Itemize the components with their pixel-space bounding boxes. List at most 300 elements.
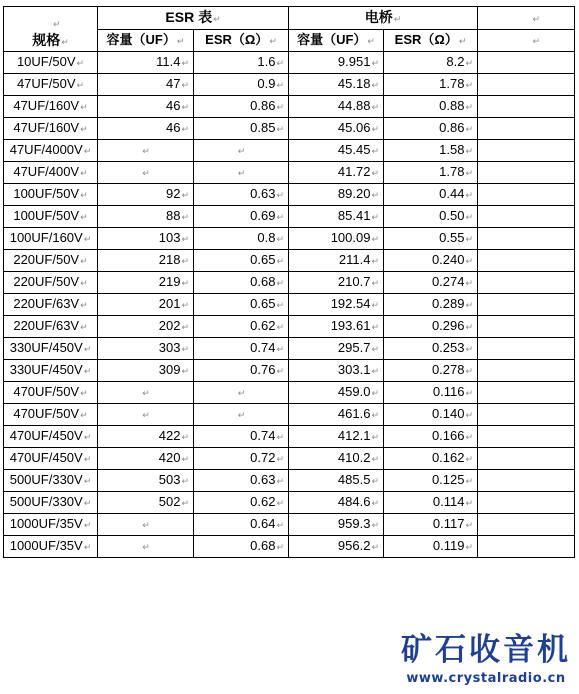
spec-cell — [4, 294, 98, 316]
paragraph-mark-icon: ↵ — [532, 13, 541, 24]
bridge-capacitance-cell — [289, 338, 384, 360]
bridge-esr-cell — [384, 360, 478, 382]
table-row — [4, 206, 575, 228]
paragraph-mark-icon: ↵ — [80, 212, 88, 222]
paragraph-mark-icon: ↵ — [83, 476, 92, 486]
paragraph-mark-icon: ↵ — [371, 300, 380, 310]
bridge-capacitance-cell — [289, 96, 384, 118]
bridge-esr-cell — [384, 426, 478, 448]
paragraph-mark-icon: ↵ — [181, 454, 189, 464]
bridge-esr-cell-value: 0.125 — [431, 472, 465, 487]
bridge-capacitance-cell — [289, 360, 384, 382]
meter-esr-cell-value: 0.63 — [250, 472, 276, 487]
meter-esr-cell-value: 0.68 — [250, 274, 276, 289]
meter-esr-cell — [194, 294, 289, 316]
spec-cell-value: 470UF/50V — [13, 384, 80, 399]
paragraph-mark-icon: ↵ — [237, 146, 246, 156]
paragraph-mark-icon: ↵ — [61, 37, 69, 47]
spec-cell-value: 1000UF/35V — [9, 516, 83, 531]
paragraph-mark-icon: ↵ — [83, 498, 92, 508]
paragraph-mark-icon: ↵ — [371, 322, 380, 332]
paragraph-mark-icon: ↵ — [181, 278, 189, 288]
paragraph-mark-icon: ↵ — [371, 146, 380, 156]
paragraph-mark-icon: ↵ — [371, 520, 380, 530]
paragraph-mark-icon: ↵ — [176, 36, 185, 46]
bridge-esr-cell-value: 0.274 — [431, 274, 465, 289]
esr-ohm-label: ESR（Ω） — [205, 32, 269, 47]
bridge-capacitance-cell — [289, 492, 384, 514]
bridge-esr-cell — [384, 140, 478, 162]
table-row — [4, 294, 575, 316]
table-row — [4, 250, 575, 272]
bridge-esr-cell-value: 1.78 — [439, 76, 465, 91]
meter-capacitance-cell — [98, 118, 194, 140]
spec-cell — [4, 96, 98, 118]
meter-capacitance-cell-value: 47 — [165, 76, 181, 91]
bridge-capacitance-cell — [289, 382, 384, 404]
paragraph-mark-icon: ↵ — [371, 388, 380, 398]
meter-esr-cell-value: 0.86 — [250, 98, 276, 113]
meter-esr-cell-value: 0.68 — [250, 538, 276, 553]
extra-column-cell — [478, 536, 575, 558]
extra-column-cell — [478, 404, 575, 426]
paragraph-mark-icon: ↵ — [465, 102, 474, 112]
paragraph-mark-icon: ↵ — [465, 542, 474, 552]
extra-column-cell — [478, 118, 575, 140]
paragraph-mark-icon: ↵ — [465, 80, 474, 90]
bridge-capacitance-cell — [289, 52, 384, 74]
extra-column-cell — [478, 140, 575, 162]
esr-meter-group-header — [98, 7, 289, 30]
meter-esr-cell-value: 0.72 — [250, 450, 276, 465]
meter-esr-cell — [194, 316, 289, 338]
paragraph-mark-icon: ↵ — [465, 366, 474, 376]
meter-esr-cell-value: 0.9 — [257, 76, 276, 91]
meter-esr-cell — [194, 536, 289, 558]
bridge-esr-cell-value: 0.162 — [431, 450, 465, 465]
spec-cell — [4, 206, 98, 228]
paragraph-mark-icon: ↵ — [181, 322, 189, 332]
spec-cell — [4, 404, 98, 426]
paragraph-mark-icon: ↵ — [80, 124, 88, 134]
paragraph-mark-icon: ↵ — [80, 410, 88, 420]
paragraph-mark-icon: ↵ — [237, 410, 246, 420]
meter-esr-cell — [194, 96, 289, 118]
table-row — [4, 536, 575, 558]
bridge-esr-cell — [384, 492, 478, 514]
paragraph-mark-icon: ↵ — [237, 168, 246, 178]
paragraph-mark-icon: ↵ — [465, 520, 474, 530]
meter-capacitance-cell — [98, 448, 194, 470]
bridge-esr-cell — [384, 294, 478, 316]
paragraph-mark-icon: ↵ — [465, 124, 474, 134]
meter-capacitance-cell — [98, 162, 194, 184]
bridge-capacitance-cell — [289, 316, 384, 338]
meter-capacitance-cell — [98, 360, 194, 382]
capacitance-label: 容量（UF） — [297, 32, 367, 47]
meter-capacitance-cell — [98, 228, 194, 250]
paragraph-mark-icon: ↵ — [83, 520, 92, 530]
paragraph-mark-icon: ↵ — [465, 58, 474, 68]
table-row — [4, 96, 575, 118]
bridge-capacitance-cell-value: 410.2 — [337, 450, 371, 465]
meter-capacitance-header — [98, 30, 194, 52]
extra-column-cell — [478, 426, 575, 448]
bridge-capacitance-cell — [289, 74, 384, 96]
table-row — [4, 338, 575, 360]
meter-capacitance-cell — [98, 382, 194, 404]
meter-esr-cell — [194, 404, 289, 426]
meter-esr-cell-value: 0.85 — [250, 120, 276, 135]
spec-cell-value: 220UF/63V — [13, 318, 80, 333]
bridge-capacitance-cell — [289, 162, 384, 184]
meter-capacitance-cell-value: 422 — [158, 428, 181, 443]
bridge-esr-cell — [384, 404, 478, 426]
meter-esr-cell-value: 0.62 — [250, 318, 276, 333]
table-row — [4, 360, 575, 382]
paragraph-mark-icon: ↵ — [465, 278, 474, 288]
paragraph-mark-icon: ↵ — [213, 14, 221, 24]
paragraph-mark-icon: ↵ — [371, 168, 380, 178]
bridge-capacitance-cell-value: 44.88 — [337, 98, 371, 113]
paragraph-mark-icon: ↵ — [80, 168, 88, 178]
extra-column-cell — [478, 448, 575, 470]
spec-cell-value: 100UF/50V — [13, 208, 80, 223]
meter-capacitance-cell-value: 219 — [158, 274, 181, 289]
meter-esr-cell-value: 0.63 — [250, 186, 276, 201]
paragraph-mark-icon: ↵ — [80, 278, 88, 288]
spec-cell — [4, 52, 98, 74]
paragraph-mark-icon: ↵ — [181, 344, 189, 354]
watermark-url: www.crystalradio.cn — [406, 671, 566, 686]
paragraph-mark-icon: ↵ — [371, 190, 380, 200]
paragraph-mark-icon: ↵ — [269, 36, 277, 46]
paragraph-mark-icon: ↵ — [371, 124, 380, 134]
paragraph-mark-icon: ↵ — [276, 498, 285, 508]
bridge-esr-cell — [384, 228, 478, 250]
bridge-esr-cell-value: 0.253 — [431, 340, 465, 355]
bridge-capacitance-cell-value: 45.45 — [337, 142, 371, 157]
paragraph-mark-icon: ↵ — [371, 454, 380, 464]
bridge-esr-cell-value: 0.289 — [431, 296, 465, 311]
bridge-capacitance-cell — [289, 404, 384, 426]
paragraph-mark-icon: ↵ — [465, 146, 474, 156]
paragraph-mark-icon: ↵ — [465, 300, 474, 310]
paragraph-mark-icon: ↵ — [83, 366, 92, 376]
bridge-capacitance-cell-value: 412.1 — [337, 428, 371, 443]
paragraph-mark-icon: ↵ — [76, 58, 85, 68]
meter-capacitance-cell — [98, 404, 194, 426]
bridge-capacitance-cell-value: 100.09 — [330, 230, 371, 245]
spec-cell-value: 330UF/450V — [9, 362, 83, 377]
bridge-esr-cell-value: 0.117 — [432, 516, 465, 531]
extra-column-cell — [478, 228, 575, 250]
spec-cell — [4, 118, 98, 140]
meter-capacitance-cell — [98, 470, 194, 492]
meter-capacitance-cell — [98, 184, 194, 206]
bridge-esr-cell — [384, 250, 478, 272]
bridge-capacitance-cell-value: 956.2 — [337, 538, 371, 553]
paragraph-mark-icon: ↵ — [371, 234, 380, 244]
spec-cell — [4, 382, 98, 404]
extra-column-cell — [478, 382, 575, 404]
spec-cell-value: 470UF/450V — [9, 428, 83, 443]
spec-cell-value: 47UF/400V — [13, 164, 80, 179]
spec-cell-value: 500UF/330V — [9, 494, 83, 509]
paragraph-mark-icon: ↵ — [181, 366, 189, 376]
meter-esr-cell — [194, 228, 289, 250]
meter-esr-cell — [194, 74, 289, 96]
spec-cell-value: 47UF/160V — [13, 120, 80, 135]
paragraph-mark-icon: ↵ — [181, 256, 189, 266]
spec-cell — [4, 360, 98, 382]
meter-esr-cell-value: 0.69 — [250, 208, 276, 223]
spec-cell — [4, 74, 98, 96]
bridge-group-header — [289, 7, 478, 30]
paragraph-mark-icon: ↵ — [371, 410, 380, 420]
meter-capacitance-cell — [98, 294, 194, 316]
bridge-esr-cell-value: 0.44 — [439, 186, 465, 201]
bridge-esr-cell — [384, 382, 478, 404]
spec-cell — [4, 492, 98, 514]
table-row — [4, 184, 575, 206]
meter-capacitance-cell — [98, 316, 194, 338]
extra-column-cell — [478, 316, 575, 338]
bridge-capacitance-cell-value: 461.6 — [337, 406, 371, 421]
bridge-capacitance-cell — [289, 536, 384, 558]
paragraph-mark-icon: ↵ — [83, 542, 92, 552]
paragraph-mark-icon: ↵ — [76, 80, 85, 90]
paragraph-mark-icon: ↵ — [276, 212, 285, 222]
meter-capacitance-cell-value: 202 — [158, 318, 181, 333]
spec-cell — [4, 140, 98, 162]
paragraph-mark-icon: ↵ — [181, 58, 189, 68]
paragraph-mark-icon: ↵ — [367, 36, 375, 46]
meter-esr-cell — [194, 470, 289, 492]
meter-capacitance-cell — [98, 206, 194, 228]
table-row — [4, 316, 575, 338]
spec-cell-value: 220UF/63V — [13, 296, 80, 311]
bridge-capacitance-cell — [289, 228, 384, 250]
table-row — [4, 272, 575, 294]
extra-column-cell — [478, 492, 575, 514]
bridge-esr-cell — [384, 96, 478, 118]
bridge-capacitance-cell-value: 85.41 — [337, 208, 371, 223]
paragraph-mark-icon: ↵ — [80, 190, 88, 200]
bridge-capacitance-cell — [289, 184, 384, 206]
meter-capacitance-cell-value: 309 — [158, 362, 181, 377]
paragraph-mark-icon: ↵ — [532, 36, 541, 46]
esr-comparison-table — [3, 6, 575, 558]
table-row — [4, 118, 575, 140]
meter-capacitance-cell-value: 502 — [158, 494, 181, 509]
watermark-logo: 矿石收音机 — [401, 632, 571, 668]
spec-cell-value: 100UF/50V — [13, 186, 80, 201]
extra-column-cell — [478, 52, 575, 74]
meter-esr-cell — [194, 250, 289, 272]
meter-esr-cell-value: 1.6 — [257, 54, 276, 69]
paragraph-mark-icon: ↵ — [371, 212, 380, 222]
table-row — [4, 228, 575, 250]
paragraph-mark-icon: ↵ — [181, 300, 189, 310]
bridge-esr-cell-value: 1.58 — [439, 142, 465, 157]
meter-capacitance-cell-value: 201 — [158, 296, 181, 311]
spec-cell — [4, 470, 98, 492]
extra-column-cell — [478, 360, 575, 382]
meter-capacitance-cell-value: 303 — [158, 340, 181, 355]
meter-capacitance-cell — [98, 140, 194, 162]
bridge-esr-cell-value: 0.86 — [439, 120, 465, 135]
paragraph-mark-icon: ↵ — [83, 454, 92, 464]
meter-esr-cell-value: 0.65 — [250, 252, 276, 267]
bridge-esr-cell-value: 8.2 — [446, 54, 465, 69]
spec-cell-value: 330UF/450V — [9, 340, 83, 355]
paragraph-mark-icon: ↵ — [276, 542, 285, 552]
spec-cell — [4, 426, 98, 448]
paragraph-mark-icon: ↵ — [80, 388, 88, 398]
bridge-esr-cell — [384, 470, 478, 492]
bridge-esr-cell — [384, 316, 478, 338]
capacitance-label: 容量（UF） — [106, 32, 176, 47]
spec-cell — [4, 184, 98, 206]
paragraph-mark-icon: ↵ — [83, 146, 92, 156]
paragraph-mark-icon: ↵ — [276, 102, 285, 112]
meter-capacitance-cell — [98, 272, 194, 294]
paragraph-mark-icon: ↵ — [465, 388, 474, 398]
table-row — [4, 140, 575, 162]
meter-capacitance-cell-value: 88 — [165, 208, 181, 223]
spec-header-cell — [4, 7, 98, 52]
bridge-esr-cell-value: 0.296 — [431, 318, 465, 333]
paragraph-mark-icon: ↵ — [276, 344, 285, 354]
spec-cell-value: 500UF/330V — [9, 472, 83, 487]
meter-capacitance-cell-value: 11.4 — [156, 54, 181, 69]
paragraph-mark-icon: ↵ — [371, 256, 380, 266]
table-row — [4, 382, 575, 404]
paragraph-mark-icon: ↵ — [276, 366, 285, 376]
extra-column-cell — [478, 162, 575, 184]
meter-esr-cell — [194, 382, 289, 404]
bridge-capacitance-cell — [289, 250, 384, 272]
paragraph-mark-icon: ↵ — [276, 300, 285, 310]
spec-cell-value: 470UF/50V — [13, 406, 80, 421]
bridge-esr-cell — [384, 536, 478, 558]
bridge-esr-cell-value: 0.166 — [431, 428, 465, 443]
meter-esr-cell-value: 0.62 — [250, 494, 276, 509]
bridge-esr-cell-value: 0.55 — [439, 230, 465, 245]
meter-esr-cell — [194, 492, 289, 514]
paragraph-mark-icon: ↵ — [181, 80, 189, 90]
meter-esr-cell — [194, 360, 289, 382]
meter-esr-cell-value: 0.8 — [257, 230, 276, 245]
paragraph-mark-icon: ↵ — [276, 124, 285, 134]
spec-cell — [4, 162, 98, 184]
bridge-capacitance-cell-value: 45.18 — [337, 76, 371, 91]
table-row — [4, 426, 575, 448]
bridge-esr-header — [384, 30, 478, 52]
meter-capacitance-cell-value: 503 — [158, 472, 181, 487]
bridge-capacitance-cell — [289, 514, 384, 536]
bridge-esr-cell-value: 0.140 — [431, 406, 465, 421]
paragraph-mark-icon: ↵ — [181, 432, 189, 442]
table-row — [4, 162, 575, 184]
spec-cell-value: 220UF/50V — [13, 252, 80, 267]
paragraph-mark-icon: ↵ — [142, 520, 150, 530]
paragraph-mark-icon: ↵ — [142, 388, 150, 398]
meter-esr-cell — [194, 162, 289, 184]
paragraph-mark-icon: ↵ — [371, 476, 380, 486]
meter-capacitance-cell — [98, 426, 194, 448]
table-row — [4, 52, 575, 74]
meter-esr-cell — [194, 140, 289, 162]
spec-cell — [4, 316, 98, 338]
extra-column-cell — [478, 7, 575, 30]
bridge-esr-cell — [384, 118, 478, 140]
meter-capacitance-cell-value: 46 — [165, 98, 181, 113]
paragraph-mark-icon: ↵ — [465, 476, 474, 486]
paragraph-mark-icon: ↵ — [276, 256, 285, 266]
bridge-esr-cell — [384, 162, 478, 184]
paragraph-mark-icon: ↵ — [276, 58, 285, 68]
meter-esr-cell — [194, 514, 289, 536]
spec-cell-value: 47UF/4000V — [9, 142, 83, 157]
spec-cell-value: 100UF/160V — [9, 230, 83, 245]
paragraph-mark-icon: ↵ — [181, 476, 189, 486]
paragraph-mark-icon: ↵ — [465, 432, 474, 442]
bridge-capacitance-header — [289, 30, 384, 52]
extra-column-cell — [478, 250, 575, 272]
meter-esr-cell-value: 0.74 — [250, 340, 276, 355]
bridge-capacitance-cell-value: 959.3 — [337, 516, 371, 531]
spec-cell-value: 1000UF/35V — [9, 538, 83, 553]
table-row — [4, 470, 575, 492]
bridge-capacitance-cell — [289, 470, 384, 492]
paragraph-mark-icon: ↵ — [371, 278, 380, 288]
table-body — [4, 7, 575, 558]
paragraph-mark-icon: ↵ — [458, 36, 467, 46]
bridge-capacitance-cell-value: 210.7 — [337, 274, 371, 289]
meter-esr-cell — [194, 426, 289, 448]
extra-column-cell — [478, 30, 575, 52]
paragraph-mark-icon: ↵ — [181, 124, 189, 134]
table-row — [4, 448, 575, 470]
bridge-capacitance-cell — [289, 272, 384, 294]
paragraph-mark-icon: ↵ — [276, 454, 285, 464]
extra-column-cell — [478, 514, 575, 536]
bridge-esr-cell — [384, 514, 478, 536]
paragraph-mark-icon: ↵ — [465, 410, 474, 420]
paragraph-mark-icon: ↵ — [276, 234, 285, 244]
paragraph-mark-icon: ↵ — [237, 388, 246, 398]
paragraph-mark-icon: ↵ — [83, 432, 92, 442]
bridge-capacitance-cell-value: 9.951 — [337, 54, 371, 69]
spec-header-label: 规格 — [32, 32, 61, 48]
paragraph-mark-icon: ↵ — [465, 168, 474, 178]
paragraph-mark-icon: ↵ — [465, 190, 474, 200]
meter-esr-cell — [194, 272, 289, 294]
meter-capacitance-cell — [98, 52, 194, 74]
paragraph-mark-icon: ↵ — [465, 234, 474, 244]
paragraph-mark-icon: ↵ — [181, 498, 189, 508]
spec-cell — [4, 536, 98, 558]
site-watermark — [401, 633, 571, 686]
meter-capacitance-cell — [98, 74, 194, 96]
spec-cell-value: 47UF/160V — [13, 98, 80, 113]
paragraph-mark-icon: ↵ — [371, 80, 380, 90]
bridge-esr-cell-value: 0.119 — [432, 538, 465, 553]
spec-cell — [4, 448, 98, 470]
bridge-esr-cell-value: 0.50 — [439, 208, 465, 223]
